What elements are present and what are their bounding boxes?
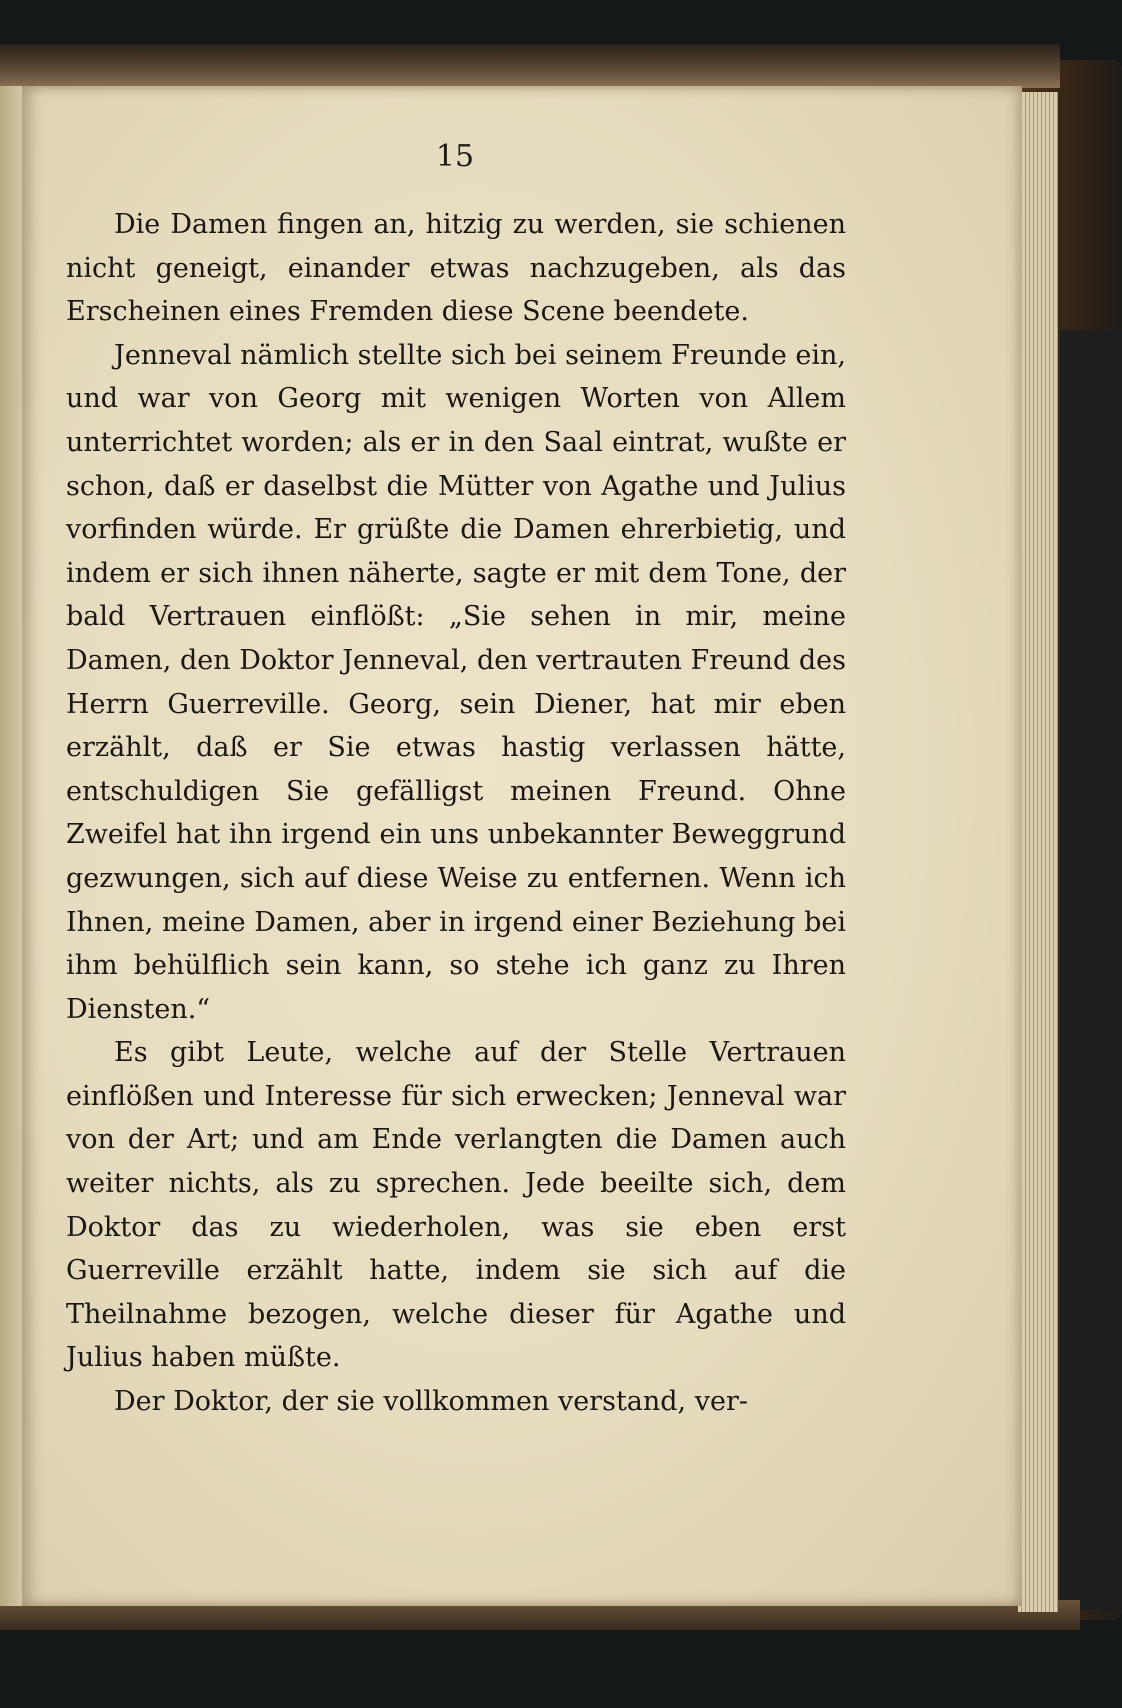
page-stack-edges (1018, 92, 1058, 1612)
paragraph-1: Die Damen fingen an, hitzig zu werden, sie schienen nicht geneigt, einander etwas nachzugeben, als das Erscheinen eines Fremden diese Scene beendete. (66, 209, 846, 328)
paragraph-3: Es gibt Leute, welche auf der Stelle Vertrauen einflößen und Interesse für sich erwecken; Jenneval war von der Art; und am Ende verlangten die Damen auch weiter nichts, als zu sprechen. Jede beeilte sich, dem Doktor das zu wiederholen, was sie eben erst Guerreville erzählt hatte, indem sie sich auf die Theilnahme bezogen, welche dieser für Agathe und Julius haben müßte. (66, 1037, 846, 1374)
book-top-edge (0, 44, 1060, 88)
paragraph-4: Der Doktor, der sie vollkommen verstand, ver- (114, 1386, 748, 1418)
paragraph-2: Jenneval nämlich stellte sich bei seinem Freunde ein, und war von Georg mit wenigen Worten von Allem unterrichtet worden; als er in den Saal eintrat, wußte er schon, daß er daselbst die Mütter von Agathe und Julius vorfinden würde. Er grüßte die Damen ehrerbietig, und indem er sich ihnen näherte, sagte er mit dem Tone, der bald Vertrauen einflößt: „Sie sehen in mir, meine Damen, den Doktor Jenneval, den vertrauten Freund des Herrn Guerreville. Georg, sein Diener, hat mir eben erzählt, daß er Sie etwas hastig verlassen hätte, entschuldigen Sie gefälligst meinen Freund. Ohne Zweifel hat ihn irgend ein uns unbekannter Beweggrund gezwungen, sich auf diese Weise zu entfernen. Wenn ich Ihnen, meine Damen, aber in irgend einer Beziehung bei ihm behülflich sein kann, so stehe ich ganz zu Ihren Diensten.“ (66, 339, 846, 1025)
page-number: 15 (435, 139, 475, 174)
body-text (66, 203, 846, 1424)
book-cover-shadow (1060, 330, 1122, 1610)
